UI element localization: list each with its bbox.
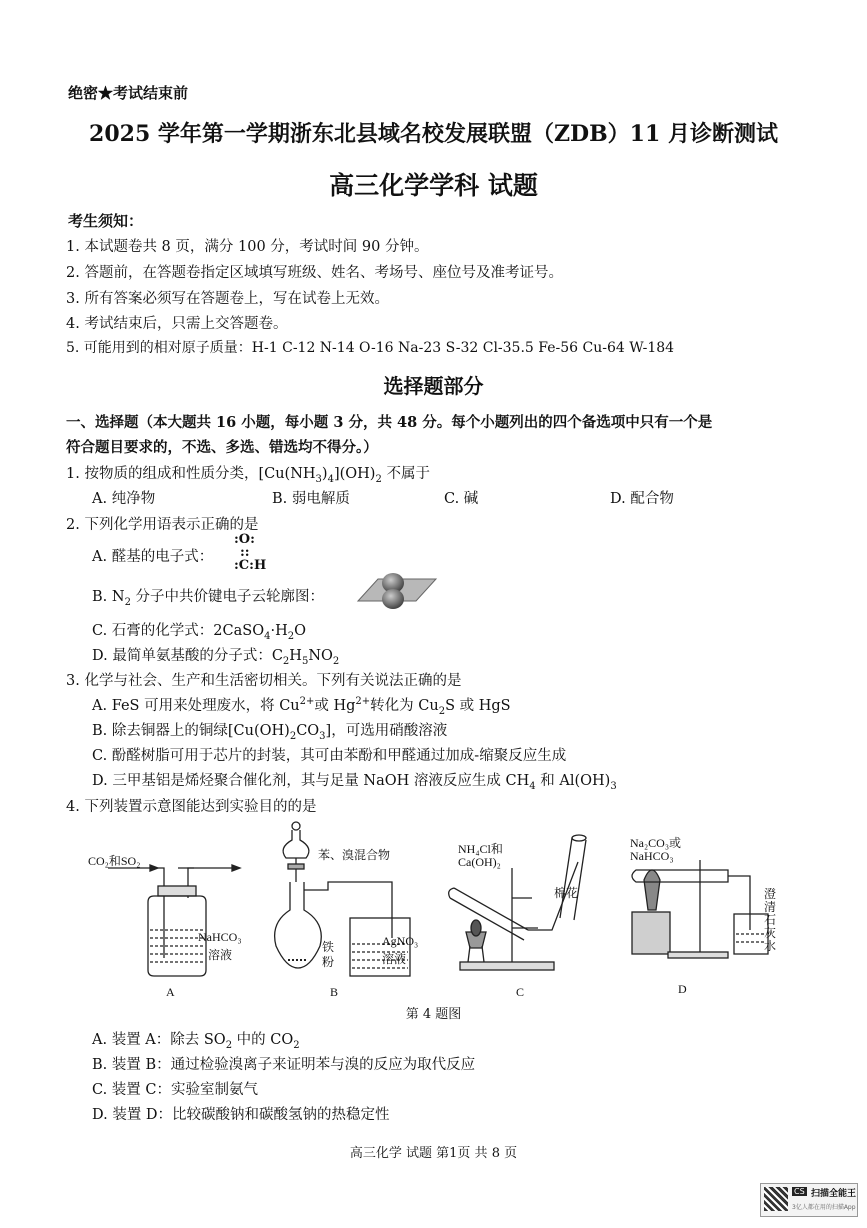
figure-caption: 第 4 题图: [405, 1007, 462, 1022]
fig-c-label: C: [516, 985, 525, 999]
fig-b-label: B: [330, 985, 339, 999]
q4-option-d: D. 装置 D：比较碳酸钠和碳酸氢钠的热稳定性: [92, 1107, 390, 1123]
q3-option-d: D. 三甲基铝是烯烃聚合催化剂，其与足量 NaOH 溶液反应生成 $CH_4$ 和 $Al(OH)_3$: [92, 773, 617, 792]
q1-option-b: B. 弱电解质: [272, 491, 350, 507]
fig-c-reagent-label: NH₄Cl和: [458, 842, 503, 856]
notice-item: 2. 答题前，在答题卷指定区域填写班级、姓名、考场号、座位号及准考证号。: [66, 265, 563, 281]
q4-option-c: C. 装置 C：实验室制氨气: [92, 1082, 258, 1098]
q2-option-a: A. 醛基的电子式：: [92, 549, 214, 565]
aldehyde-lewis-structure: :O: :: :C:H: [234, 532, 267, 573]
q3-option-a: A. FeS 可用来处理废水，将 $Cu^{2+}$或 $Hg^{2+}$转化为 $Cu_2S$ 或 HgS: [92, 696, 511, 717]
electron-cloud-diagram: [350, 571, 440, 611]
q3-option-b: B. 除去铜器上的铜绿$[Cu(OH)_2CO_3]$，可选用硝酸溶液: [92, 723, 448, 742]
cs-logo-icon: CS: [794, 1187, 805, 1196]
fig-a-label: A: [166, 985, 175, 999]
fig-c-reagent-label: Ca(OH)₂: [458, 855, 501, 869]
q2-option-c: C. 石膏的化学式：$2CaSO_4\cdot H_2O$: [92, 623, 306, 642]
q4-option-a: A. 装置 A：除去 $SO_2$ 中的 $CO_2$: [92, 1032, 300, 1051]
fig-c-cotton-label: 棉花: [554, 886, 579, 900]
fig-b-iron-label: 粉: [322, 955, 335, 969]
fig-b-iron-label: 铁: [322, 940, 335, 954]
page-footer: 高三化学 试题 第1页 共 8 页: [349, 1146, 518, 1161]
question-1-stem: 1. 按物质的组成和性质分类，$[Cu(NH_3)_4](OH)_2$ 不属于: [66, 466, 430, 485]
notice-heading: 考生须知：: [68, 212, 144, 230]
exam-title: 2025 学年第一学期浙东北县域名校发展联盟（ZDB）11 月诊断测试: [89, 121, 778, 147]
fig-d-reagent-label: Na₂CO₃或: [630, 836, 682, 850]
notice-item: 4. 考试结束后，只需上交答题卷。: [66, 316, 288, 332]
qr-code-icon: [764, 1187, 788, 1211]
fig-b-reagent-label: 苯、溴混合物: [318, 848, 391, 862]
q2-option-b: B. $N_2$ 分子中共价键电子云轮廓图：: [92, 589, 325, 608]
fig-a-solution-label: 溶液: [208, 948, 233, 962]
fig-b-silver-label: AgNO₃: [382, 934, 419, 948]
fig-a-solution-label: NaHCO₃: [198, 930, 242, 944]
notice-item: 5. 可能用到的相对原子质量：H-1 C-12 N-14 O-16 Na-23 S-32 Cl-35.5 Fe-56 Cu-64 W-184: [66, 340, 675, 356]
fig-d-limewater-label: 澄清石灰水: [764, 887, 777, 953]
exam-subtitle: 高三化学学科 试题: [329, 171, 538, 200]
section-title: 选择题部分: [383, 374, 484, 398]
scanner-watermark: [760, 1183, 858, 1217]
scanner-tagline: 3亿人都在用的扫描App: [792, 1204, 856, 1211]
question-3-stem: 3. 化学与社会、生产和生活密切相关。下列有关说法正确的是: [66, 673, 462, 689]
fig-b-silver-label: 溶液: [382, 952, 407, 966]
fig-d-reagent-label: NaHCO₃: [630, 849, 674, 863]
fig-d-label: D: [678, 982, 687, 996]
q1-option-d: D. 配合物: [610, 491, 674, 507]
q4-option-b: B. 装置 B：通过检验溴离子来证明苯与溴的反应为取代反应: [92, 1057, 476, 1073]
question-2-stem: 2. 下列化学用语表示正确的是: [66, 517, 259, 533]
q3-option-c: C. 酚醛树脂可用于芯片的封装，其可由苯酚和甲醛通过加成-缩聚反应生成: [92, 748, 567, 764]
notice-item: 3. 所有答案必须写在答题卷上，写在试卷上无效。: [66, 291, 389, 307]
q2-option-d: D. 最简单氨基酸的分子式：$C_2H_5NO_2$: [92, 648, 340, 667]
notice-item: 1. 本试题卷共 8 页，满分 100 分，考试时间 90 分钟。: [66, 239, 429, 255]
scanner-app-name: 扫描全能王: [811, 1189, 857, 1199]
section-instructions: 符合题目要求的，不选、多选、错选均不得分。）: [66, 439, 378, 456]
q1-option-c: C. 碱: [444, 491, 479, 507]
q1-option-a: A. 纯净物: [92, 491, 156, 507]
fig-a-gas-label: CO₂和SO₂: [88, 854, 141, 868]
confidential-mark: 绝密★考试结束前: [68, 84, 189, 102]
question-4-stem: 4. 下列装置示意图能达到实验目的的是: [66, 799, 317, 815]
section-instructions: 一、选择题（本大题共 16 小题，每小题 3 分，共 48 分。每个小题列出的四个备选项中只有一个是: [66, 414, 713, 431]
